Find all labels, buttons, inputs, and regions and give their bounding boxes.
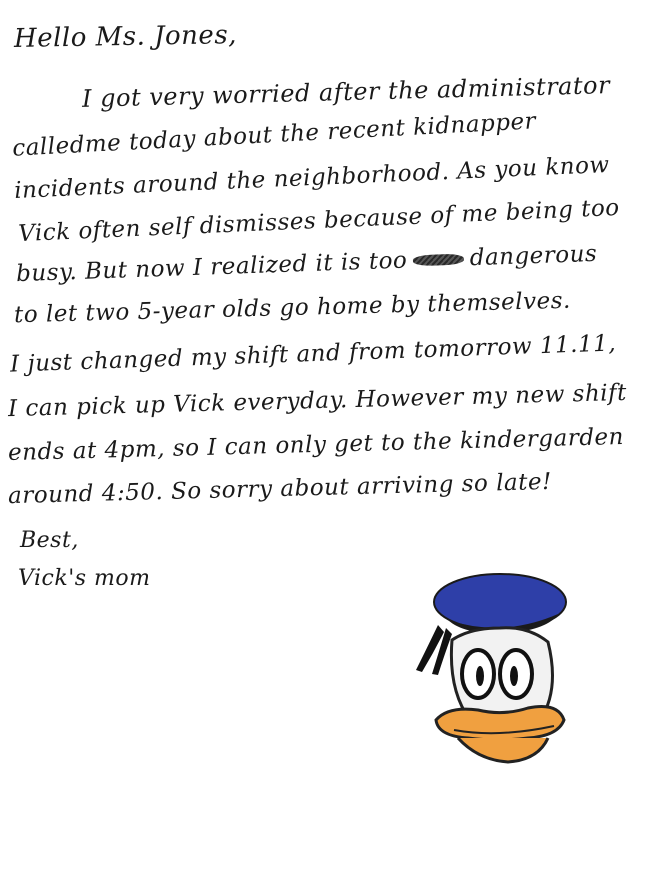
letter-line-1: I got very worried after the administrator <box>81 71 611 113</box>
letter-line-4: Vick often self dismisses because of me being too <box>17 194 621 248</box>
beak-icon <box>436 707 564 741</box>
letter-line-2: calledme today about the recent kidnapper <box>11 108 537 162</box>
letter-line-3: incidents around the neighborhood. As you know <box>13 152 611 204</box>
donald-duck-doodle-icon <box>408 570 578 770</box>
letter-line-5-text: busy. But now I realized it is too <box>15 247 408 288</box>
letter-line-10: around 4:50. So sorry about arriving so late! <box>7 468 553 510</box>
letter-line-5-tail: dangerous <box>469 240 598 272</box>
letter-line-7: I just changed my shift and from tomorrow 11.11, <box>9 330 617 378</box>
letter-greeting: Hello Ms. Jones, <box>13 20 238 54</box>
letter-line-6: to let two 5-year olds go home by themselves. <box>13 287 572 329</box>
letter-signoff: Best, <box>20 528 79 553</box>
letter-line-5 <box>16 241 598 287</box>
letter-signature: Vick's mom <box>18 566 151 591</box>
letter-line-9: ends at 4pm, so I can only get to the kindergarden <box>7 423 625 467</box>
letter-line-8: I can pick up Vick everyday. However my new shift <box>7 379 628 423</box>
scribbled-out-word <box>415 246 463 274</box>
